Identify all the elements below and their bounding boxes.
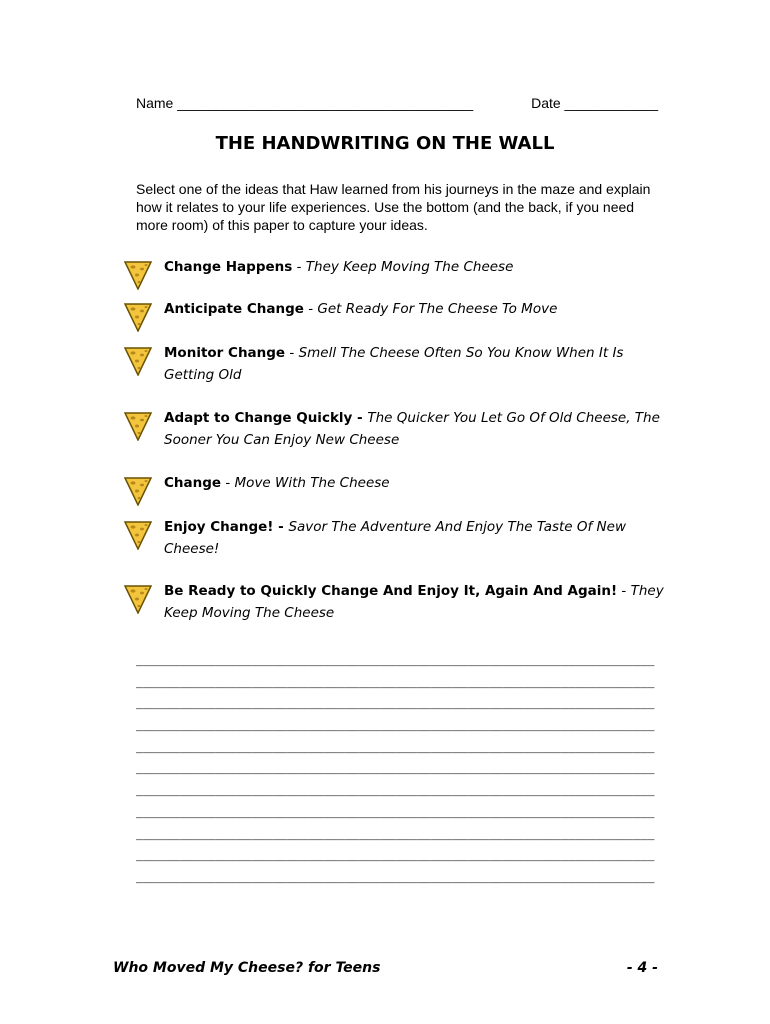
cheese-wedge-icon [122,474,154,506]
page-title: THE HANDWRITING ON THE WALL [215,133,555,154]
answer-line[interactable]: ________________________________________________________________________ [136,850,655,865]
idea-text [164,407,664,451]
idea-key: Enjoy Change! - [164,519,289,535]
idea-separator: - [303,301,318,317]
idea-text [164,516,664,560]
idea-note: They Keep Moving The Cheese [164,583,664,621]
answer-line[interactable]: ________________________________________________________________________ [136,828,655,843]
idea-separator: - [617,583,631,599]
date-field[interactable]: Date ____________ [531,95,658,111]
idea-key: Adapt to Change Quickly - [164,410,368,426]
idea-key: Be Ready to Quickly Change And Enjoy It, Again And Again! [164,583,618,599]
cheese-wedge-icon [122,409,154,441]
idea-note: Get Ready For The Cheese To Move [317,301,558,317]
instructions-text: Select one of the ideas that Haw learned from his journeys in the maze and explain how it relates to your life experiences. Use the bottom (and the back, if you need more room) of this paper to capture your ideas. [136,181,651,233]
answer-line[interactable]: ________________________________________________________________________ [136,785,655,800]
name-date-row [136,93,658,113]
idea-note: Savor The Adventure And Enjoy The Taste Of New Cheese! [164,519,627,557]
answer-line[interactable]: ________________________________________________________________________ [136,698,655,713]
idea-key: Change Happens [164,259,293,275]
idea-text [164,472,664,494]
idea-key: Anticipate Change [164,301,304,317]
cheese-wedge-icon [122,582,154,614]
cheese-wedge-icon [122,518,154,550]
cheese-wedge-icon [122,300,154,332]
idea-note: The Quicker You Let Go Of Old Cheese, The Sooner You Can Enjoy New Cheese [164,410,660,448]
idea-text [164,580,664,624]
answer-line[interactable]: ________________________________________________________________________ [136,720,655,735]
answer-line[interactable]: ________________________________________________________________________ [136,763,655,778]
idea-note: Smell The Cheese Often So You Know When It Is Getting Old [164,345,624,383]
answer-line[interactable]: ________________________________________________________________________ [136,871,655,886]
idea-separator: - [221,475,235,491]
name-field[interactable]: Name ______________________________________ [136,95,474,111]
idea-separator: - [285,345,299,361]
footer-page-number: - 4 - [626,960,658,976]
answer-line[interactable]: ________________________________________________________________________ [136,741,655,756]
idea-text [164,298,664,320]
cheese-wedge-icon [122,258,154,290]
answer-line[interactable]: ________________________________________________________________________ [136,655,655,669]
idea-key: Change [164,475,222,491]
idea-text [164,342,664,386]
idea-separator: - [292,259,306,275]
footer-book-title: Who Moved My Cheese? for Teens [113,960,381,976]
answer-line[interactable]: ________________________________________________________________________ [136,806,655,821]
answer-lines[interactable] [136,652,660,891]
idea-note: Move With The Cheese [234,475,390,491]
answer-line[interactable]: ________________________________________________________________________ [136,676,655,691]
cheese-wedge-icon [122,344,154,376]
idea-text [164,256,664,278]
idea-note: They Keep Moving The Cheese [305,259,514,275]
idea-key: Monitor Change [164,345,286,361]
